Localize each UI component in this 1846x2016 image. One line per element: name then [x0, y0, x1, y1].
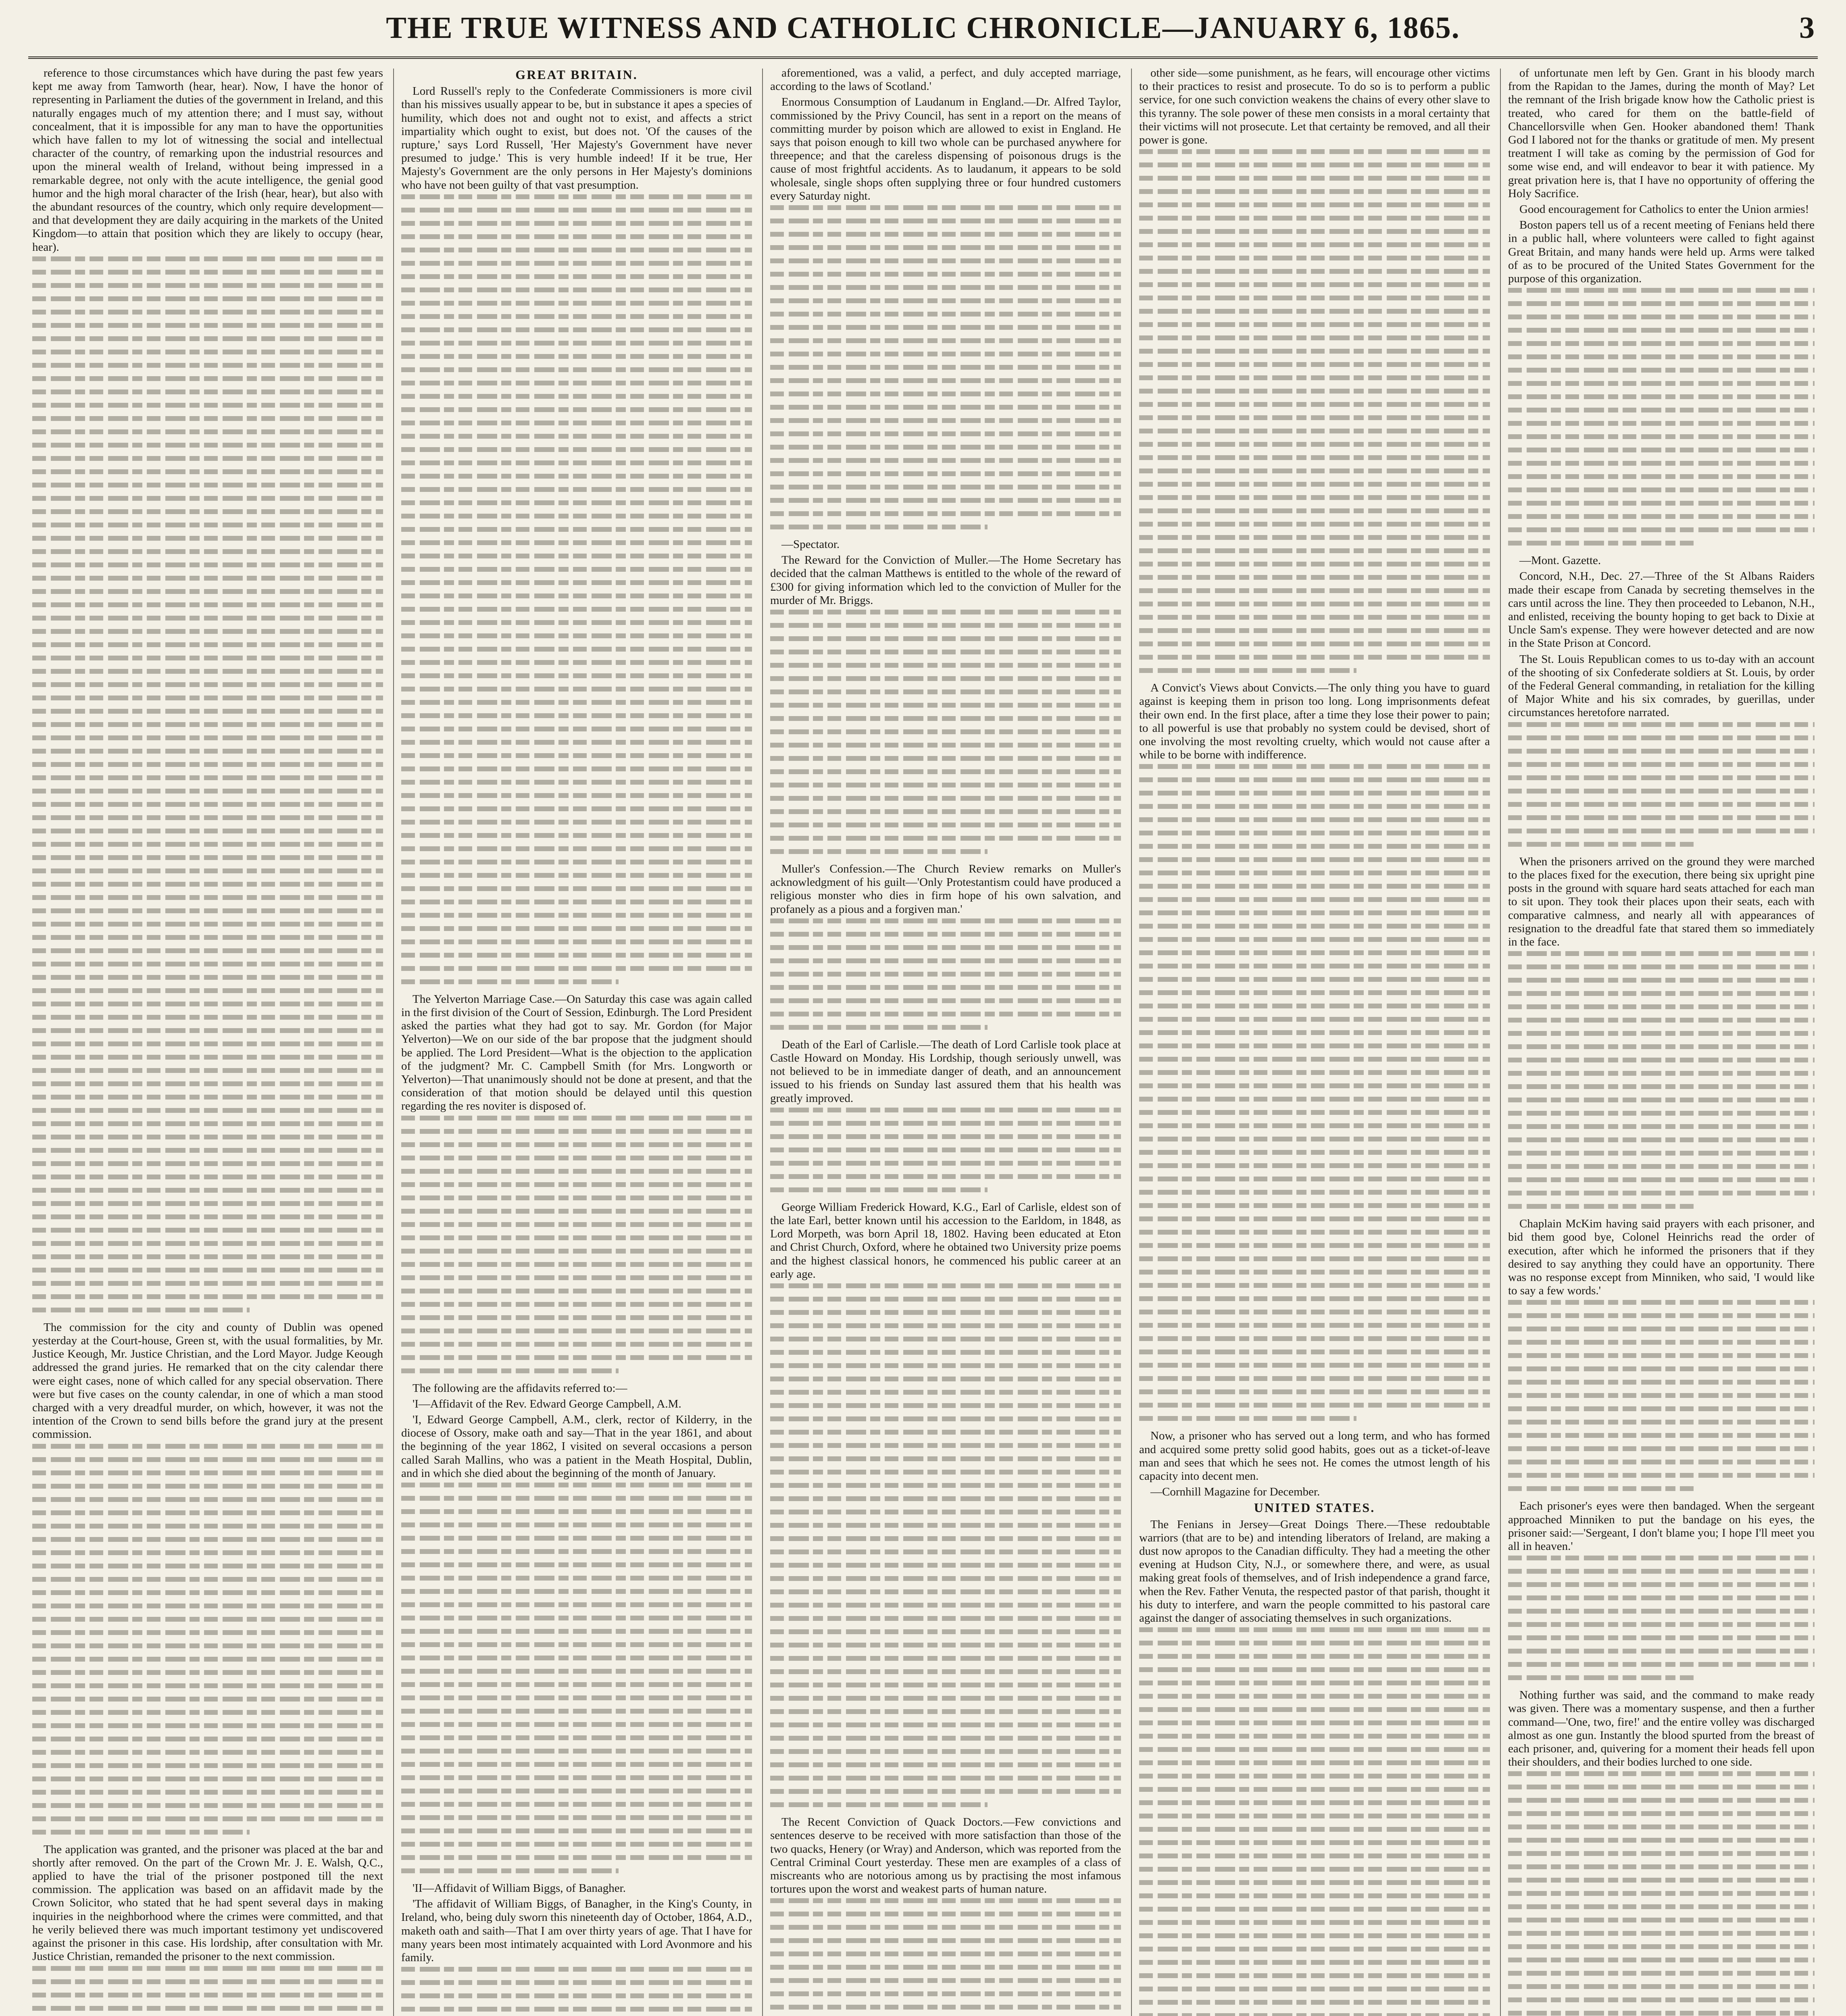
- column-4: [1139, 67, 1490, 2016]
- col2-paragraph-7: 'The affidavit of William Biggs, of Banagher, in the King's County, in Ireland, who, being duly sworn this nineteenth day of October, 1864, A.D., maketh oath and saith—That I am over thirty years of age. That I have for many years been most intimately acquainted with Lord Avonmore and his family.: [401, 1897, 752, 1964]
- col5-paragraph-2: Good encouragement for Catholics to enter the Union armies!: [1519, 203, 1809, 216]
- col2-text-block-3: [401, 1483, 752, 1873]
- col4-text-block-3: [1139, 1627, 1490, 2016]
- col4-text-block: [1139, 149, 1490, 673]
- col5-text-block-3: [1508, 951, 1815, 1209]
- col5-paragraph-6: When the prisoners arrived on the ground they were marched to the places fixed for the execution, there being six upright pine posts in the ground with square hard seats attached for each man to sit upon. They took their places upon their seats, each with comparative calmness, and nearly all with appearances of resignation to the dreadful fate that stared them so immediately in the face.: [1508, 855, 1815, 948]
- col5-paragraph-4: Concord, N.H., Dec. 27.—Three of the St Albans Raiders made their escape from Canada by secreting themselves in the cars until across the line. They then proceeded to Lebanon, N.H., and enlisted, receiving the bounty hoping to get back to Dixie at Uncle Sam's expense. They were however detected and are now in the State Prison at Concord.: [1508, 570, 1815, 650]
- col1-text-block-3: [32, 1966, 383, 2016]
- column-5: [1508, 67, 1815, 2016]
- col4-paragraph-4: The Fenians in Jersey—Great Doings There.—These redoubtable warriors (that are to be) and intending liberators of Ireland, are making a dust now apropos to the Canadian difficulty. They had a meeting the other evening at Hudson City, N.J., or somewhere there, and were, as usual making great fools of themselves, and of Irish independence a grand farce, when the Rev. Father Venuta, the respected pastor of that parish, thought it his duty to interfere, and warn the people committed to his pastoral care against the danger of associating themselves in such organizations.: [1139, 1518, 1490, 1625]
- column-3: [770, 67, 1121, 2016]
- col1-text-block: [32, 256, 383, 1312]
- col5-text-block-6: [1508, 1771, 1815, 2016]
- column-rule: [393, 69, 394, 2016]
- col1-paragraph-2: The commission for the city and county of Dublin was opened yesterday at the Court-house, Green st, with the usual formalities, by Mr. Justice Keough, Mr. Justice Christian, and the Lord Mayor. Judge Keough addressed the grand juries. He remarked that on the city calendar there were eight cases, none of which called for any special observation. There were but five cases on the county calendar, in one of which a man stood charged with a very dreadful murder, on which, however, it was not the intention of the Crown to send bills before the grand jury at the present commission.: [32, 1320, 383, 1441]
- col2-paragraph-6: 'II—Affidavit of William Biggs, of Banagher.: [413, 1882, 626, 1895]
- col2-text-block-4: [401, 1967, 752, 2016]
- newspaper-title: THE TRUE WITNESS AND CATHOLIC CHRONICLE—JANUARY 6, 1865.: [386, 11, 1460, 45]
- col3-text-block-2: [770, 610, 1121, 854]
- col2-text-block: [401, 194, 752, 984]
- section-heading-united-states: UNITED STATES.: [1254, 1500, 1375, 1515]
- col2-paragraph-5: 'I, Edward George Campbell, A.M., clerk, rector of Kilderry, in the diocese of Ossory, make oath and say—That in the year 1861, and about the beginning of the year 1862, I visited on several occasions a person called Sarah Mallins, who was a patient in the Meath Hospital, Dublin, and in which she died about the beginning of the month of January.: [401, 1413, 752, 1480]
- col3-paragraph-4: Muller's Confession.—The Church Review remarks on Muller's acknowledgment of his guilt—'Only Protestantism could have produced a religious monster who dies in firm hope of his own salvation, and profanely as a pious and a forgiven man.': [770, 862, 1121, 916]
- col2-text-block-2: [401, 1116, 752, 1373]
- col1-paragraph-1: reference to those circumstances which have during the past few years kept me away from Tamworth (hear, hear). Now, I have the honor of representing in Parliament the duties of the government in Ireland, and this naturally engages much of my attention there; and I must say, without concealment, that it is impossible for any man to have the opportunities which have fallen to my lot of witnessing the social and intellectual character of the country, of remarking upon the industrial resources and upon the mineral wealth of Ireland, without being impressed in a remarkable degree, not only with the acute intelligence, the genial good humor and the high moral character of the Irish (hear, hear), but also with the abundant resources of the country, which only require development—and that development they are daily acquiring in the markets of the United Kingdom—to attain that position which they are likely to occupy (hear, hear).: [32, 67, 383, 254]
- col5-paragraph-5: The St. Louis Republican comes to us to-day with an account of the shooting of six Confederate soldiers at St. Louis, by order of the Federal General commanding, in retaliation for the killing of Major White and his six comrades, by guerillas, under circumstances heretofore narrated.: [1508, 652, 1815, 719]
- col3-source-1: —Spectator.: [781, 538, 840, 551]
- col5-paragraph-7: Chaplain McKim having said prayers with each prisoner, and bid them good bye, Colonel Heinrichs read the order of execution, after which he informed the prisoners that if they desired to say anything they could have an opportunity. There was no response except from Minniken, who said, 'I would like to say a few words.': [1508, 1217, 1815, 1297]
- col4-paragraph-1: other side—some punishment, as he fears, will encourage other victims to their practices to resist and prosecute. To do so is to perform a public service, for one such conviction weakens the chains of every other slave to this tyranny. The sole power of these men consists in a moral certainty that their victims will not prosecute. Let that certainty be removed, and all their power is gone.: [1139, 67, 1490, 147]
- col3-text-block-6: [770, 1898, 1121, 2016]
- col3-paragraph-3: The Reward for the Conviction of Muller.—The Home Secretary has decided that the calman Matthews is entitled to the whole of the reward of £300 for giving information which led to the conviction of Muller for the murder of Mr. Briggs.: [770, 554, 1121, 607]
- col4-paragraph-2: A Convict's Views about Convicts.—The only thing you have to guard against is keeping them in prison too long. Long imprisonments defeat their own end. In the first place, after a time they lose their power to pain; to all powerful is use that probably no system could be devised, short of one involving the most revolting cruelty, which would not cause after a while to be borne with indifference.: [1139, 681, 1490, 762]
- col3-paragraph-6: George William Frederick Howard, K.G., Earl of Carlisle, eldest son of the late Earl, better known until his accession to the Earldom, in 1848, as Lord Morpeth, was born April 18, 1802. Having been educated at Eton and Christ Church, Oxford, where he obtained two University prize poems and the highest classical honors, he commenced his public career at an early age.: [770, 1200, 1121, 1281]
- col5-paragraph-3: Boston papers tell us of a recent meeting of Fenians held there in a public hall, where volunteers were called to fight against Great Britain, and many hands were held up. Arms were talked of as to be procured of the United States Government for the purpose of this organization.: [1508, 219, 1815, 285]
- col3-paragraph-5: Death of the Earl of Carlisle.—The death of Lord Carlisle took place at Castle Howard on Monday. His Lordship, though seriously unwell, was not believed to be in immediate danger of death, and an announcement issued to his friends on Sunday last assured them that his health was greatly improved.: [770, 1038, 1121, 1105]
- page-number: 3: [1799, 11, 1815, 45]
- col3-paragraph-1: aforementioned, was a valid, a perfect, and duly accepted marriage, according to the laws of Scotland.': [770, 67, 1121, 93]
- col5-text-block-5: [1508, 1556, 1815, 1680]
- column-2: [401, 67, 752, 2016]
- col3-paragraph-2: Enormous Consumption of Laudanum in England.—Dr. Alfred Taylor, commissioned by the Privy Council, has sent in a report on the means of committing murder by poison which are allowed to exist in England. He says that poison enough to kill two whole can be purchased anywhere for threepence; and that the careless dispensing of poisonous drugs is the cause of most frightful accidents. As to laudanum, it appears to be sold wholesale, single shops often supplying three or four hundred customers every Saturday night.: [770, 96, 1121, 202]
- col5-text-block-4: [1508, 1300, 1815, 1491]
- col4-paragraph-3: Now, a prisoner who has served out a long term, and who has formed and acquired some pretty solid good habits, goes out as a ticket-of-leave man and sees that which he sees not. He comes the utmost length of his capacity into decent men.: [1139, 1429, 1490, 1483]
- col1-paragraph-3: The application was granted, and the prisoner was placed at the bar and shortly after removed. On the part of the Crown Mr. J. E. Walsh, Q.C., applied to have the trial of the prisoner postponed till the next commission. The application was based on an affidavit made by the Crown Solicitor, who stated that he had spent several days in making inquiries in the neighborhood where the crimes were committed, and that he verily believed there was much important testimony yet undiscovered against the prisoner in this case. His lordship, after consultation with Mr. Justice Christian, remanded the prisoner to the next commission.: [32, 1843, 383, 1963]
- col1-text-block-2: [32, 1444, 383, 1835]
- col3-text-block-4: [770, 1108, 1121, 1192]
- col5-paragraph-8: Each prisoner's eyes were then bandaged. When the sergeant approached Minniken to put the bandage on his eyes, the prisoner said:—'Sergeant, I don't blame you; I hope I'll meet you all in heaven.': [1508, 1500, 1815, 1553]
- col3-text-block-3: [770, 918, 1121, 1030]
- col5-text-block-2: [1508, 722, 1815, 847]
- column-rule: [762, 69, 763, 2016]
- col4-source-1: —Cornhill Magazine for December.: [1150, 1485, 1320, 1499]
- col3-text-block-5: [770, 1283, 1121, 1807]
- column-1: [32, 67, 383, 2016]
- col5-text-block: [1508, 288, 1815, 546]
- section-heading-great-britain: GREAT BRITAIN.: [515, 67, 638, 82]
- col2-paragraph-4: 'I—Affidavit of the Rev. Edward George Campbell, A.M.: [413, 1397, 681, 1410]
- masthead: [28, 8, 1818, 59]
- col3-text-block: [770, 205, 1121, 529]
- col2-paragraph-2: The Yelverton Marriage Case.—On Saturday this case was again called in the first division of the Court of Session, Edinburgh. The Lord President asked the parties what they had got to say. Mr. Gordon (for Major Yelverton)—We on our side of the bar propose that the judgment should be applied. The Lord President—What is the objection to the application of the judgment? Mr. C. Campbell Smith (for Mrs. Longworth or Yelverton)—That unanimously should not be done at present, and that the consideration of that motion should be delayed until this question regarding the res noviter is disposed of.: [401, 992, 752, 1113]
- col5-paragraph-9: Nothing further was said, and the command to make ready was given. There was a momentary suspense, and then a further command—'One, two, fire!' and the entire volley was discharged almost as one gun. Instantly the blood spurted from the breast of each prisoner, and, quivering for a moment their heads fell upon their shoulders, and their bodies lurched to one side.: [1508, 1689, 1815, 1769]
- column-rule: [1500, 69, 1501, 2016]
- col5-paragraph-1: of unfortunate men left by Gen. Grant in his bloody march from the Rapidan to the James, during the month of May? Let the remnant of the Irish brigade know how the Catholic priest is treated, who cared for them on the battle-field of Chancellorsville when Gen. Hooker abandoned them! Thank God I labored not for the thanks or gratitude of men. My present treatment I will take as coming by the permission of God for some wise end, and will endeavor to bear it with patience. My great privation here is, that I have no opportunity of offering the Holy Sacrifice.: [1508, 67, 1815, 200]
- col2-paragraph-3: The following are the affidavits referred to:—: [413, 1381, 627, 1395]
- column-rule: [1131, 69, 1132, 2016]
- col2-paragraph-1: Lord Russell's reply to the Confederate Commissioners is more civil than his missives usually appear to be, but in substance it apes a species of humility, which does not and ought not to exist, and affects a strict impartiality which ought to exist, but does not. 'Of the causes of the rupture,' says Lord Russell, 'Her Majesty's Government have never presumed to judge.' This is very humble indeed! If it be true, Her Majesty's Government are the only persons in Her Majesty's dominions who have not been guilty of that vast presumption.: [401, 85, 752, 192]
- col4-text-block-2: [1139, 764, 1490, 1421]
- col3-paragraph-7: The Recent Conviction of Quack Doctors.—Few convictions and sentences deserve to be received with more satisfaction than those of the two quacks, Henery (or Wray) and Anderson, which was reported from the Central Criminal Court yesterday. These men are examples of a class of miscreants who are notorious among us by practising the most infamous tortures upon the worst and weakest parts of human nature.: [770, 1816, 1121, 1896]
- col5-source-1: —Mont. Gazette.: [1519, 554, 1601, 567]
